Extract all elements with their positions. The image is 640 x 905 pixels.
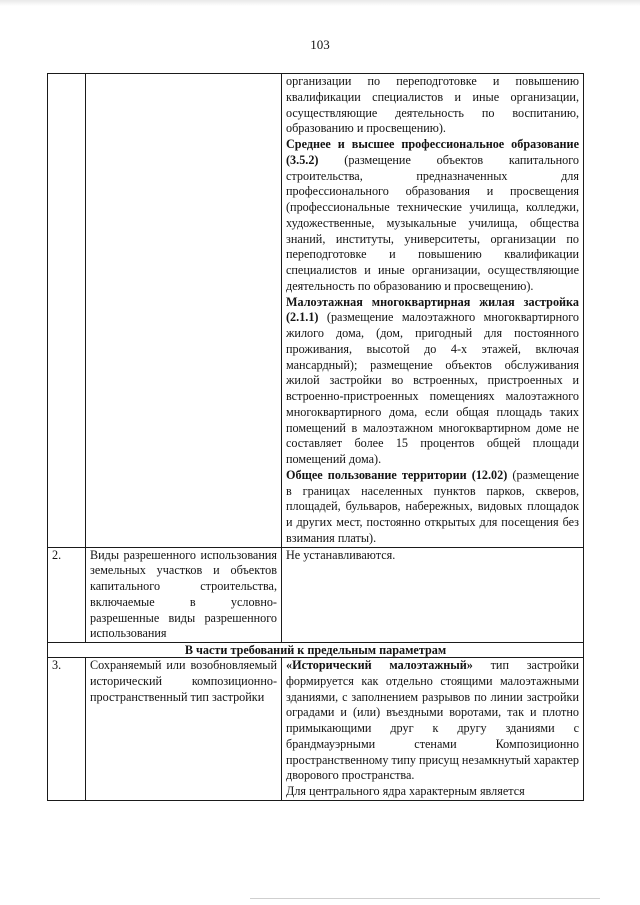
row-description-cell (282, 658, 584, 801)
permitted-use-title: Общее пользование территории (12.02) (286, 467, 508, 482)
building-type-text: тип застройки формируется как отдельно стоящими малоэтажными зданиями, с заполнением разрывов по линии застройки оградами и (или) въездными воротами, так и плотно примыкающими друг к другу зданиями с брандмауэрными стенами Композиционно пространственному типу присущ незамкнутый характер дворового пространства. (286, 658, 580, 783)
scan-edge (0, 0, 640, 6)
permitted-use-title: Среднее и высшее профессиональное образование (3.5.2) (286, 137, 579, 167)
permitted-use-text: (размещение объектов капитального строительства, предназначенных для профессионального образования и просвещения (профессиональные технические училища, колледжи, художественные, музыкальные училища, общества знаний, институты, университеты, организации по переподготовке и повышению квалификации специалистов и иные организации, осуществляющие деятельность по образованию и просвещению). (286, 152, 579, 293)
permitted-use-text: (размещение малоэтажного многоквартирного жилого дома, (дом, пригодный для постоянного проживания, высотой до 4-х этажей, включая мансардный); размещение объектов обслуживания жилой застройки во встроенных, пристроенных и встроенно-пристроенных помещениях малоэтажного многоквартирного дома, если общая площадь таких помещений в малоэтажном многоквартирном доме не составляет более 15 процентов общей площади помещений дома). (286, 310, 579, 466)
row-number-cell (48, 74, 86, 548)
table-row (48, 547, 584, 643)
scan-edge (250, 898, 600, 899)
row-number-cell: 2. (48, 547, 86, 643)
table-row (48, 74, 584, 548)
section-heading: В части требований к предельным параметрам (48, 643, 584, 658)
row-name-cell (86, 658, 282, 801)
page-number: 103 (310, 37, 330, 52)
permitted-use-item (286, 468, 579, 547)
description-continued: Для центрального ядра характерным является (286, 784, 525, 798)
permitted-use-item (286, 137, 579, 295)
row-name-cell (86, 74, 282, 548)
row-name-text: Сохраняемый или возобновляемый исторический композиционно-пространственный тип застройки (90, 658, 277, 704)
row-description-cell (282, 74, 584, 548)
table-row (48, 658, 584, 801)
row-name-cell (86, 547, 282, 643)
description-text (286, 658, 579, 784)
section-heading-row (48, 643, 584, 658)
row-description-cell: Не устанавливаются. (282, 547, 584, 643)
description-intro: организации по переподготовке и повышению квалификации специалистов и иные организации, осуществляющие деятельность по воспитанию, образованию и просвещению). (286, 74, 579, 136)
building-type-title: «Исторический малоэтажный» (286, 658, 473, 672)
permitted-use-text: (размещение в границах населенных пунктов парков, скверов, площадей, бульваров, набережных, видовых площадок и других мест, постоянно открытых для посещения без взимания платы). (286, 467, 579, 545)
row-number-cell: 3. (48, 658, 86, 801)
permitted-use-item (286, 295, 579, 468)
row-name-text: Виды разрешенного использования земельных участков и объектов капитального строительства, включаемые в условно-разрешенные виды разрешенного использования (90, 547, 277, 641)
permitted-use-title: Малоэтажная многоквартирная жилая застройка (2.1.1) (286, 294, 579, 325)
regulations-table (47, 73, 584, 801)
